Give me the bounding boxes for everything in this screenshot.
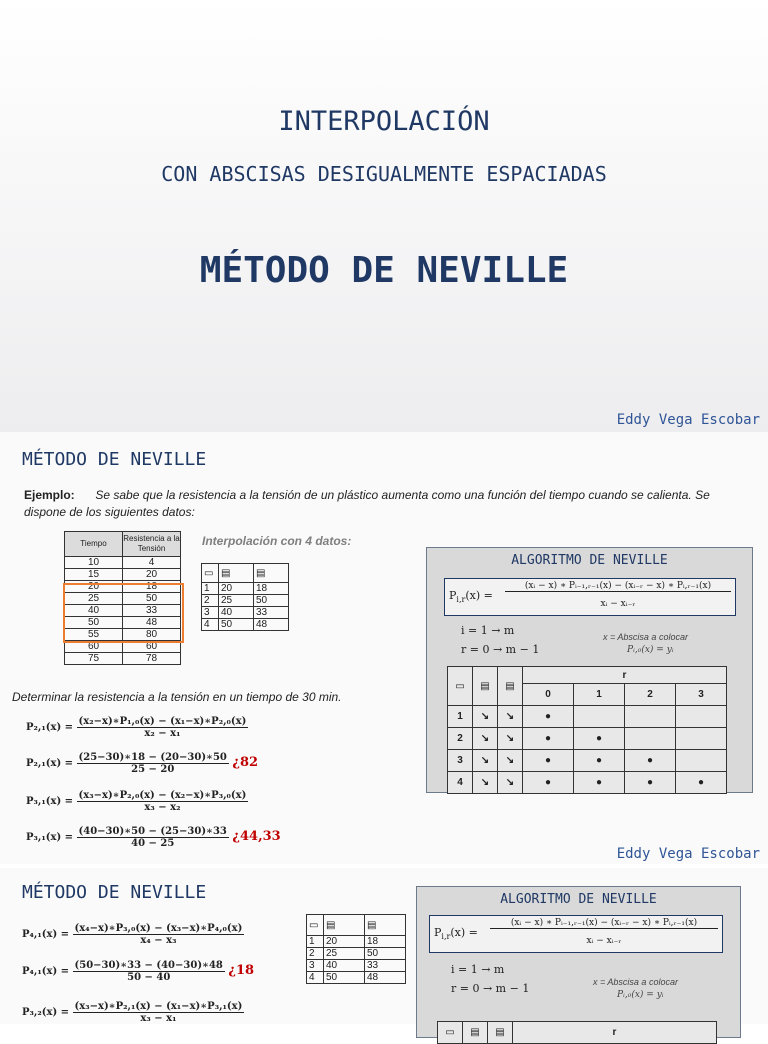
table-cell: 20 — [219, 583, 254, 595]
table-cell: 4 — [123, 557, 181, 569]
header-time: Tiempo — [65, 532, 123, 557]
cell-symbol: ● — [574, 728, 625, 750]
equation-p31 — [26, 826, 281, 849]
grid-row-index: 3 — [448, 750, 473, 772]
eq-result: ¿82 — [232, 755, 259, 770]
header-resistance: Resistencia a la Tensión — [123, 532, 181, 557]
range-r: r = 0 → m − 1 — [451, 982, 530, 995]
grid-row — [448, 706, 727, 728]
table-cell: 33 — [365, 960, 406, 972]
grid-row — [448, 772, 727, 794]
table-cell: 3 — [202, 607, 219, 619]
note-p: Pᵢ,₀(x) = yᵢ — [627, 645, 674, 655]
grid-r-2: 2 — [625, 684, 676, 706]
eq-numerator: (40−30)∗50 − (25−30)∗33 — [78, 826, 227, 837]
algorithm-box — [426, 547, 753, 793]
range-i: i = 1 → m — [461, 624, 515, 637]
header-y-icon: ▤ — [365, 915, 406, 936]
grid-row-index: 4 — [448, 772, 473, 794]
eq-lhs: P₃,₁(x) = — [26, 832, 74, 843]
range-r: r = 0 → m − 1 — [461, 643, 540, 656]
cell-symbol: ● — [625, 750, 676, 772]
formula-denominator: xᵢ − xᵢ₋ᵣ — [600, 599, 636, 609]
note-x: x = Abscisa a colocar — [603, 632, 688, 642]
table-cell: 50 — [324, 972, 365, 984]
equation-p21-general — [26, 716, 248, 739]
cell-symbol: ↘ — [498, 706, 523, 728]
cell-symbol: ● — [574, 750, 625, 772]
data-table-row — [65, 653, 181, 665]
eq-lhs: P₄,₁(x) = — [22, 929, 70, 940]
interp-table — [306, 914, 406, 984]
table-cell: 4 — [202, 619, 219, 631]
example-slide — [0, 432, 768, 864]
cell-symbol: ↘ — [498, 750, 523, 772]
grid-header-row — [438, 1022, 717, 1044]
title-slide — [0, 0, 768, 432]
cell-symbol: ● — [574, 772, 625, 794]
eq-denominator: 40 − 25 — [131, 838, 175, 849]
method-title: MÉTODO DE NEVILLE — [199, 250, 569, 291]
equation-p21 — [26, 752, 258, 775]
table-cell: 75 — [65, 653, 123, 665]
eq-denominator: x₃ − x₁ — [140, 1013, 177, 1024]
header-x-icon: ▤ — [324, 915, 365, 936]
eq-lhs: P₃,₁(x) = — [26, 796, 74, 807]
example-paragraph — [24, 487, 724, 521]
neville-formula — [444, 578, 736, 616]
grid-r-label: r — [523, 667, 727, 684]
cell-symbol: ↘ — [473, 750, 498, 772]
grid-row — [448, 750, 727, 772]
formula-lhs: $P_{i,r}(x)$ = — [434, 926, 478, 942]
cell-symbol: ↘ — [498, 728, 523, 750]
grid-y-icon: ▤ — [488, 1022, 513, 1044]
table-cell: 20 — [324, 936, 365, 948]
cell-symbol: ↘ — [473, 772, 498, 794]
eq-numerator: (50−30)∗33 − (40−30)∗48 — [74, 960, 223, 971]
grid-row-index: 2 — [448, 728, 473, 750]
eq-denominator: 50 − 40 — [127, 972, 171, 983]
algorithm-title: ALGORITMO DE NEVILLE — [500, 892, 657, 907]
slide-heading: MÉTODO DE NEVILLE — [22, 882, 207, 903]
equation-p31-general — [26, 790, 248, 813]
data-table-row — [65, 557, 181, 569]
eq-numerator: (25−30)∗18 − (20−30)∗50 — [78, 752, 227, 763]
question-text: Determinar la resistencia a la tensión en un tiempo de 30 min. — [12, 690, 342, 704]
neville-grid — [437, 1021, 717, 1044]
interp-table — [201, 563, 289, 631]
table-cell: 20 — [123, 569, 181, 581]
table-cell: 10 — [65, 557, 123, 569]
selected-rows-highlight — [63, 583, 184, 643]
slide-heading: MÉTODO DE NEVILLE — [22, 449, 207, 470]
interp-table-header — [307, 915, 406, 936]
grid-x-icon: ▤ — [463, 1022, 488, 1044]
equation-p41-general — [22, 923, 244, 946]
equation-p41 — [22, 960, 254, 983]
table-cell: 55 — [65, 629, 123, 641]
table-cell: 60 — [123, 641, 181, 653]
cell-symbol: ↘ — [473, 706, 498, 728]
author-name: Eddy Vega Escobar — [616, 846, 760, 862]
interp-table-row — [202, 619, 289, 631]
table-cell: 20 — [65, 581, 123, 593]
neville-grid — [447, 666, 727, 794]
grid-i-icon: ▭ — [438, 1022, 463, 1044]
continuation-slide — [0, 868, 768, 1038]
eq-numerator: (x₄−x)∗P₃,₀(x) − (x₃−x)∗P₄,₀(x) — [74, 923, 243, 934]
table-cell: 48 — [254, 619, 289, 631]
header-y-icon: ▤ — [254, 564, 289, 583]
main-title: INTERPOLACIÓN — [278, 106, 490, 137]
eq-numerator: (x₃−x)∗P₂,₀(x) − (x₂−x)∗P₃,₀(x) — [78, 790, 247, 801]
header-i-icon: ▭ — [307, 915, 324, 936]
data-table-row — [65, 569, 181, 581]
table-cell: 80 — [123, 629, 181, 641]
table-cell: 25 — [219, 595, 254, 607]
header-i-icon: ▭ — [202, 564, 219, 583]
eq-result: ¿18 — [228, 963, 255, 978]
table-cell: 18 — [254, 583, 289, 595]
table-cell: 4 — [307, 972, 324, 984]
table-cell: 78 — [123, 653, 181, 665]
eq-denominator: x₃ − x₂ — [144, 802, 181, 813]
table-cell: 48 — [365, 972, 406, 984]
formula-p: P — [434, 926, 442, 939]
eq-denominator: x₄ − x₃ — [140, 935, 177, 946]
cell-symbol: ● — [625, 772, 676, 794]
table-cell: 2 — [202, 595, 219, 607]
table-cell: 60 — [65, 641, 123, 653]
eq-lhs: P₃,₂(x) = — [22, 1007, 70, 1018]
cell-symbol: ↘ — [473, 728, 498, 750]
table-cell: 1 — [202, 583, 219, 595]
eq-denominator: x₂ − x₁ — [144, 728, 181, 739]
data-table-header — [65, 532, 181, 557]
table-cell: 33 — [254, 607, 289, 619]
eq-numerator: (x₃−x)∗P₂,₁(x) − (x₁−x)∗P₃,₁(x) — [74, 1001, 243, 1012]
grid-r-0: 0 — [523, 684, 574, 706]
author-name: Eddy Vega Escobar — [616, 412, 760, 428]
table-cell: 50 — [219, 619, 254, 631]
formula-numerator: (xᵢ − x) ∗ Pᵢ₋₁,ᵣ₋₁(x) − (xᵢ₋ᵣ − x) ∗ Pᵢ,ᵣ₋₁(x) — [505, 581, 731, 592]
note-p: Pᵢ,₀(x) = yᵢ — [617, 990, 664, 1000]
interp-table-row — [307, 972, 406, 984]
formula-lhs: $P_{i,r}(x)$ = — [449, 589, 493, 605]
range-i: i = 1 → m — [451, 963, 505, 976]
cell-symbol: ↘ — [498, 772, 523, 794]
formula-p: P — [449, 589, 457, 602]
grid-header-row — [448, 667, 727, 684]
cell-symbol: ● — [523, 772, 574, 794]
table-cell: 15 — [65, 569, 123, 581]
eq-lhs: P₂,₁(x) = — [26, 722, 74, 733]
table-cell: 40 — [219, 607, 254, 619]
cell-symbol: ● — [523, 750, 574, 772]
table-cell: 40 — [65, 605, 123, 617]
table-cell: 40 — [324, 960, 365, 972]
interp-table-row — [202, 583, 289, 595]
table-cell: 25 — [324, 948, 365, 960]
interp-table-row — [202, 607, 289, 619]
interp-table-row — [307, 948, 406, 960]
grid-row-index: 1 — [448, 706, 473, 728]
table-cell: 48 — [123, 617, 181, 629]
table-cell: 25 — [65, 593, 123, 605]
eq-lhs: P₂,₁(x) = — [26, 758, 74, 769]
grid-x-icon: ▤ — [473, 667, 498, 706]
eq-denominator: 25 − 20 — [131, 764, 175, 775]
table-cell: 50 — [65, 617, 123, 629]
example-label: Ejemplo: — [24, 488, 75, 502]
table-cell: 18 — [365, 936, 406, 948]
cell-symbol: ● — [523, 706, 574, 728]
formula-denominator: xᵢ − xᵢ₋ᵣ — [586, 936, 622, 946]
table-cell: 33 — [123, 605, 181, 617]
grid-y-icon: ▤ — [498, 667, 523, 706]
neville-formula — [429, 915, 723, 953]
interp-table-row — [307, 960, 406, 972]
interp-table-row — [307, 936, 406, 948]
grid-i-icon: ▭ — [448, 667, 473, 706]
cell-symbol: ● — [676, 772, 727, 794]
equation-p32-general — [22, 1001, 244, 1024]
eq-result: ¿44,33 — [232, 829, 281, 844]
note-x: x = Abscisa a colocar — [593, 977, 678, 987]
cell-symbol: ● — [523, 728, 574, 750]
table-cell: 18 — [123, 581, 181, 593]
grid-r-3: 3 — [676, 684, 727, 706]
table-cell: 50 — [365, 948, 406, 960]
table-cell: 50 — [123, 593, 181, 605]
header-x-icon: ▤ — [219, 564, 254, 583]
eq-lhs: P₄,₁(x) = — [22, 966, 70, 977]
subtitle: CON ABSCISAS DESIGUALMENTE ESPACIADAS — [161, 162, 607, 186]
table-cell: 50 — [254, 595, 289, 607]
formula-numerator: (xᵢ − x) ∗ Pᵢ₋₁,ᵣ₋₁(x) − (xᵢ₋ᵣ − x) ∗ Pᵢ,ᵣ₋₁(x) — [490, 918, 718, 929]
table-cell: 2 — [307, 948, 324, 960]
table-cell: 3 — [307, 960, 324, 972]
example-text: Se sabe que la resistencia a la tensión de un plástico aumenta como una función del tiempo cuando se calienta. Se dispone de los siguientes datos: — [24, 488, 710, 519]
interp-label: Interpolación con 4 datos: — [202, 534, 352, 548]
interp-table-body — [202, 583, 289, 631]
algorithm-box — [416, 886, 741, 1038]
eq-numerator: (x₂−x)∗P₁,₀(x) − (x₁−x)∗P₂,₀(x) — [78, 716, 247, 727]
grid-r-label: r — [513, 1022, 717, 1044]
interp-table-header — [202, 564, 289, 583]
interp-table-row — [202, 595, 289, 607]
algorithm-title: ALGORITMO DE NEVILLE — [511, 553, 668, 568]
table-cell: 1 — [307, 936, 324, 948]
grid-r-1: 1 — [574, 684, 625, 706]
grid-row — [448, 728, 727, 750]
interp-table-body — [307, 936, 406, 984]
